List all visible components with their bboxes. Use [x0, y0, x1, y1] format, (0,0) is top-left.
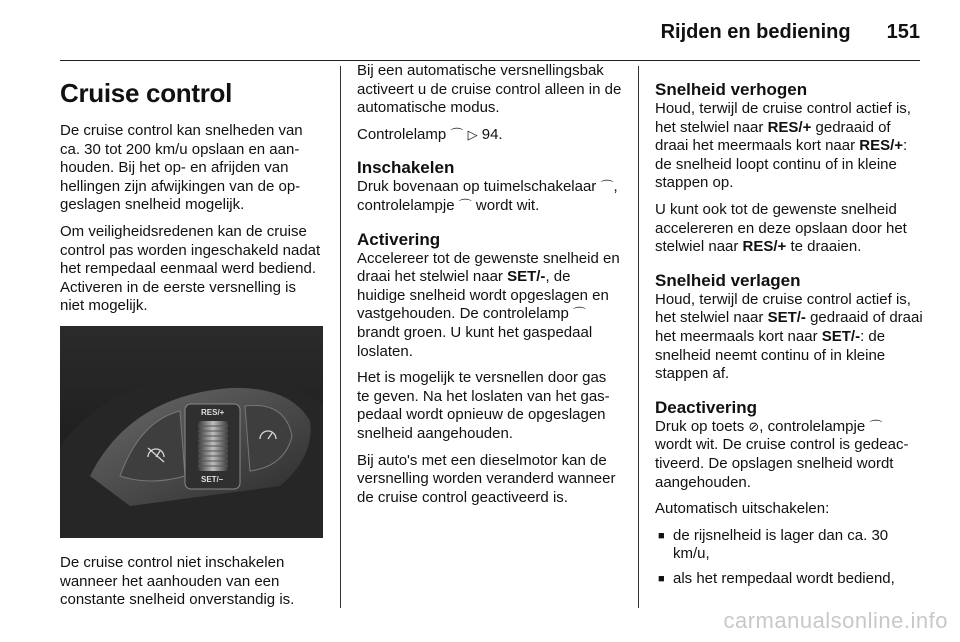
column-2	[357, 62, 622, 515]
paragraph: Accelereer tot de gewenste snelheid en draai het stelwiel naar SET/-, de huidige snelheid wordt opgeslagen en vastgehouden. De controlelamp ⌒ brandt groen. U kunt het gaspedaal loslaten.	[357, 249, 620, 360]
steering-wheel-controls-illustration	[60, 326, 323, 538]
column-3	[655, 62, 923, 594]
paragraph: Bij een automatische versnellingsbak activeert u de cruise control alleen in de automatische modus.	[357, 62, 622, 117]
paragraph: Druk bovenaan op tuimelschakelaar ⌒, controlelampje ⌒ wordt wit.	[357, 178, 618, 214]
paragraph: Houd, terwijl de cruise control actief is, het stelwiel naar RES/+ gedraaid of draai het meermaals kort naar RES/+: de snelheid loopt continu of in kleine stappen op.	[655, 100, 911, 192]
res-plus-label: RES/+	[201, 407, 225, 417]
speedometer-icon: ⌒	[572, 306, 586, 322]
paragraph: Automatisch uitschakelen:	[655, 500, 830, 518]
auto-off-list	[655, 527, 923, 589]
set-minus-label: SET/–	[201, 474, 224, 484]
paragraph: Controlelamp ⌒ ▷ 94.	[357, 125, 503, 143]
paragraph: Bij auto's met een dieselmotor kan de versnelling worden veranderd wanneer de cruise control geactiveerd is.	[357, 451, 616, 506]
list-item: ■ de rijsnelheid is lager dan ca. 30 km/u,	[655, 527, 923, 564]
heading-snelheid-verlagen: Snelheid verlagen	[655, 270, 801, 290]
section-title: Rijden en bediening	[660, 20, 851, 43]
paragraph: De cruise control niet inschakelen wanneer het aanhouden van een constante snelheid onverstandig is.	[60, 553, 295, 609]
speedometer-icon: ⌒	[600, 179, 614, 195]
paragraph: Het is mogelijk te versnellen door gas te geven. Na het loslaten van het gaspedaal wordt opnieuw de opgeslagen snelheid aangehouden.	[357, 369, 610, 442]
heading-deactivering: Deactivering	[655, 397, 758, 417]
heading-snelheid-verhogen: Snelheid verhogen	[655, 80, 808, 99]
arrow-reference-icon: ▷	[467, 126, 478, 142]
list-item: ■ als het rempedaal wordt bediend,	[655, 570, 923, 589]
cruise-cancel-icon: ⊘	[748, 418, 760, 434]
speedometer-icon: ⌒	[450, 126, 464, 142]
paragraph: Om veiligheidsredenen kan de cruise control pas worden ingeschakeld nadat het rempedaal eenmaal werd bediend. Activeren in de eerste versnelling is niet mogelijk.	[60, 222, 321, 315]
watermark: carmanualsonline.info	[723, 608, 948, 633]
speedometer-icon: ⌒	[869, 418, 883, 434]
heading-inschakelen: Inschakelen	[357, 158, 455, 178]
header-rule	[60, 60, 920, 61]
steering-wheel-photo	[60, 326, 323, 538]
heading-activering: Activering	[357, 229, 441, 249]
paragraph: U kunt ook tot de gewenste snelheid accelereren en deze opslaan door het stelwiel naar RES/+ te draaien.	[655, 200, 907, 256]
column-divider	[638, 66, 639, 608]
page-number: 151	[886, 20, 920, 43]
speedometer-icon: ⌒	[458, 197, 472, 213]
paragraph: Druk op toets ⊘, controlelampje ⌒ wordt wit. De cruise control is gedeactiveerd. De opslagen snelheid wordt aangehouden.	[655, 417, 909, 491]
column-divider	[340, 66, 341, 608]
page-title: Cruise control	[60, 78, 233, 108]
column-1	[60, 62, 323, 618]
paragraph: De cruise control kan snelheden van ca. 30 tot 200 km/u opslaan en aanhouden. Bij het op- en afrijden van hellingen zijn afwijkingen van de opgeslagen snelheid mogelijk.	[60, 122, 303, 214]
paragraph: Houd, terwijl de cruise control actief is, het stelwiel naar SET/- gedraaid of draai het meermaals kort naar SET/-: de snelheid neemt continu of in kleine stappen af.	[655, 290, 923, 383]
page-header	[661, 14, 920, 50]
